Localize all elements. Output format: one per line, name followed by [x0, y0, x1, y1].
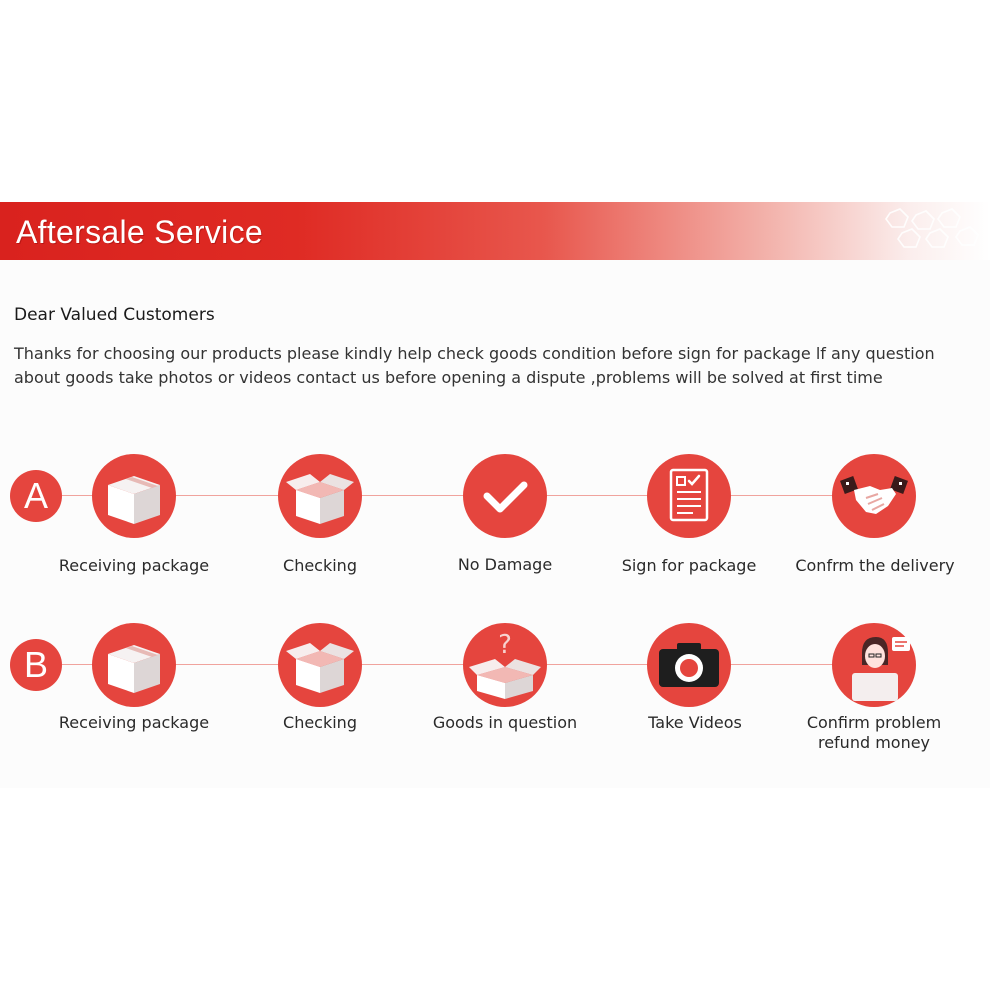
svg-text:?: ? — [498, 630, 512, 660]
intro-text — [14, 342, 974, 390]
greeting: Dear Valued Customers — [14, 305, 215, 325]
flow-b-step-5-label-line-2: refund money — [817, 733, 931, 752]
flow-a-step-5-label: Confrm the delivery — [795, 556, 955, 575]
flow-a-step-4-signed-document-icon — [647, 454, 731, 538]
flow-b-step-1-label: Receiving package — [58, 713, 210, 732]
flow-b-step-5-label-line-1: Confirm problem — [806, 713, 942, 732]
flow-b-step-4-label: Take Videos — [648, 713, 742, 732]
flow-a-step-5-handshake-icon — [832, 454, 916, 538]
flow-b-step-2-box-open-icon — [278, 623, 362, 707]
flow-b-step-5-label — [784, 713, 964, 753]
flow-a-step-1-box-closed-icon — [92, 454, 176, 538]
flow-a-marker: A — [10, 470, 62, 522]
flow-b-marker: B — [10, 639, 62, 691]
flow-a-step-4-label: Sign for package — [621, 556, 757, 575]
flow-b-step-1-box-closed-icon — [92, 623, 176, 707]
hexagon-pattern-icon — [876, 205, 980, 257]
flow-b-step-3-label: Goods in question — [432, 713, 578, 732]
flow-a-step-3-label: No Damage — [457, 555, 553, 574]
flow-b-step-2-label: Checking — [283, 713, 357, 732]
flow-b-step-4-camera-icon — [647, 623, 731, 707]
flow-a-step-2-box-open-icon — [278, 454, 362, 538]
flow-a-step-1-label: Receiving package — [58, 556, 210, 575]
intro-line-2: about goods take photos or videos contact us before opening a dispute ,problems will be solved at first time — [14, 368, 883, 387]
flow-a-step-2-label: Checking — [283, 556, 357, 575]
intro-line-1: Thanks for choosing our products please kindly help check goods condition before sign for package lf any question — [14, 344, 935, 363]
flow-b-step-5-support-agent-icon — [832, 623, 916, 707]
flow-a-step-3-checkmark-icon — [463, 454, 547, 538]
page-title: Aftersale Service — [16, 214, 263, 250]
flow-b-step-3-question-box-icon — [463, 623, 547, 707]
